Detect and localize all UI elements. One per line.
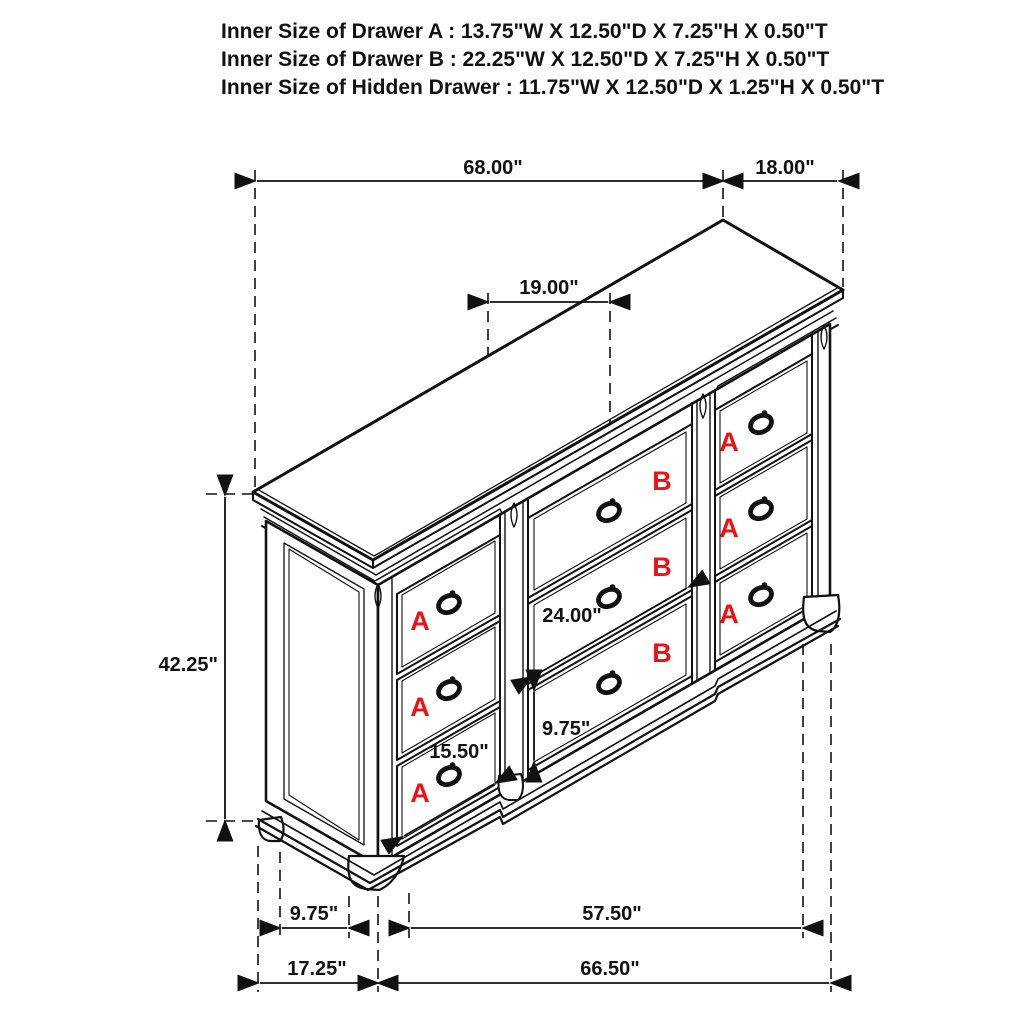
dim-top-depth [725, 157, 837, 181]
header-drawer-b-size: Inner Size of Drawer B : 22.25"W X 12.50"D X 7.25"H X 0.50"T [221, 48, 830, 71]
dim-overall-height [158, 497, 225, 819]
drawer-label-a: A [719, 599, 739, 629]
dim-drawer-height-value: 9.75" [542, 718, 591, 740]
dim-foot-inset-value: 9.75" [289, 903, 339, 925]
dim-top-width-value: 68.00" [463, 157, 523, 179]
dim-drawer-a-width-value: 15.50" [429, 741, 489, 763]
header-notes [221, 20, 884, 99]
dim-top-width [257, 157, 721, 181]
dim-drawer-b-width-value: 24.00" [542, 605, 602, 627]
dim-base-width [380, 958, 829, 983]
dim-base-depth [260, 958, 376, 983]
dim-top-overhang-value: 19.00" [519, 277, 579, 299]
drawer-label-a: A [719, 427, 739, 457]
header-drawer-a-size: Inner Size of Drawer A : 13.75"W X 12.50"D X 7.25"H X 0.50"T [221, 20, 828, 43]
drawer-label-a: A [719, 513, 739, 543]
dim-base-depth-value: 17.25" [287, 958, 347, 980]
dim-foot-inset [282, 903, 347, 928]
dim-top-depth-value: 18.00" [755, 157, 815, 179]
header-hidden-drawer-size: Inner Size of Hidden Drawer : 11.75"W X 12.50"D X 1.25"H X 0.50"T [221, 76, 885, 99]
dim-overall-height-value: 42.25" [158, 654, 218, 676]
center-stile-foot [498, 774, 522, 800]
drawer-label-b: B [652, 466, 672, 496]
drawer-label-b: B [652, 552, 672, 582]
dresser-line-art [253, 220, 843, 890]
drawer-label-a: A [410, 778, 430, 808]
dim-feet-span-value: 57.50" [582, 903, 642, 925]
drawer-label-a: A [410, 692, 430, 722]
dim-base-width-value: 66.50" [580, 958, 640, 980]
drawer-label-b: B [652, 638, 672, 668]
drawer-label-a: A [410, 606, 430, 636]
dim-feet-span [411, 903, 801, 928]
